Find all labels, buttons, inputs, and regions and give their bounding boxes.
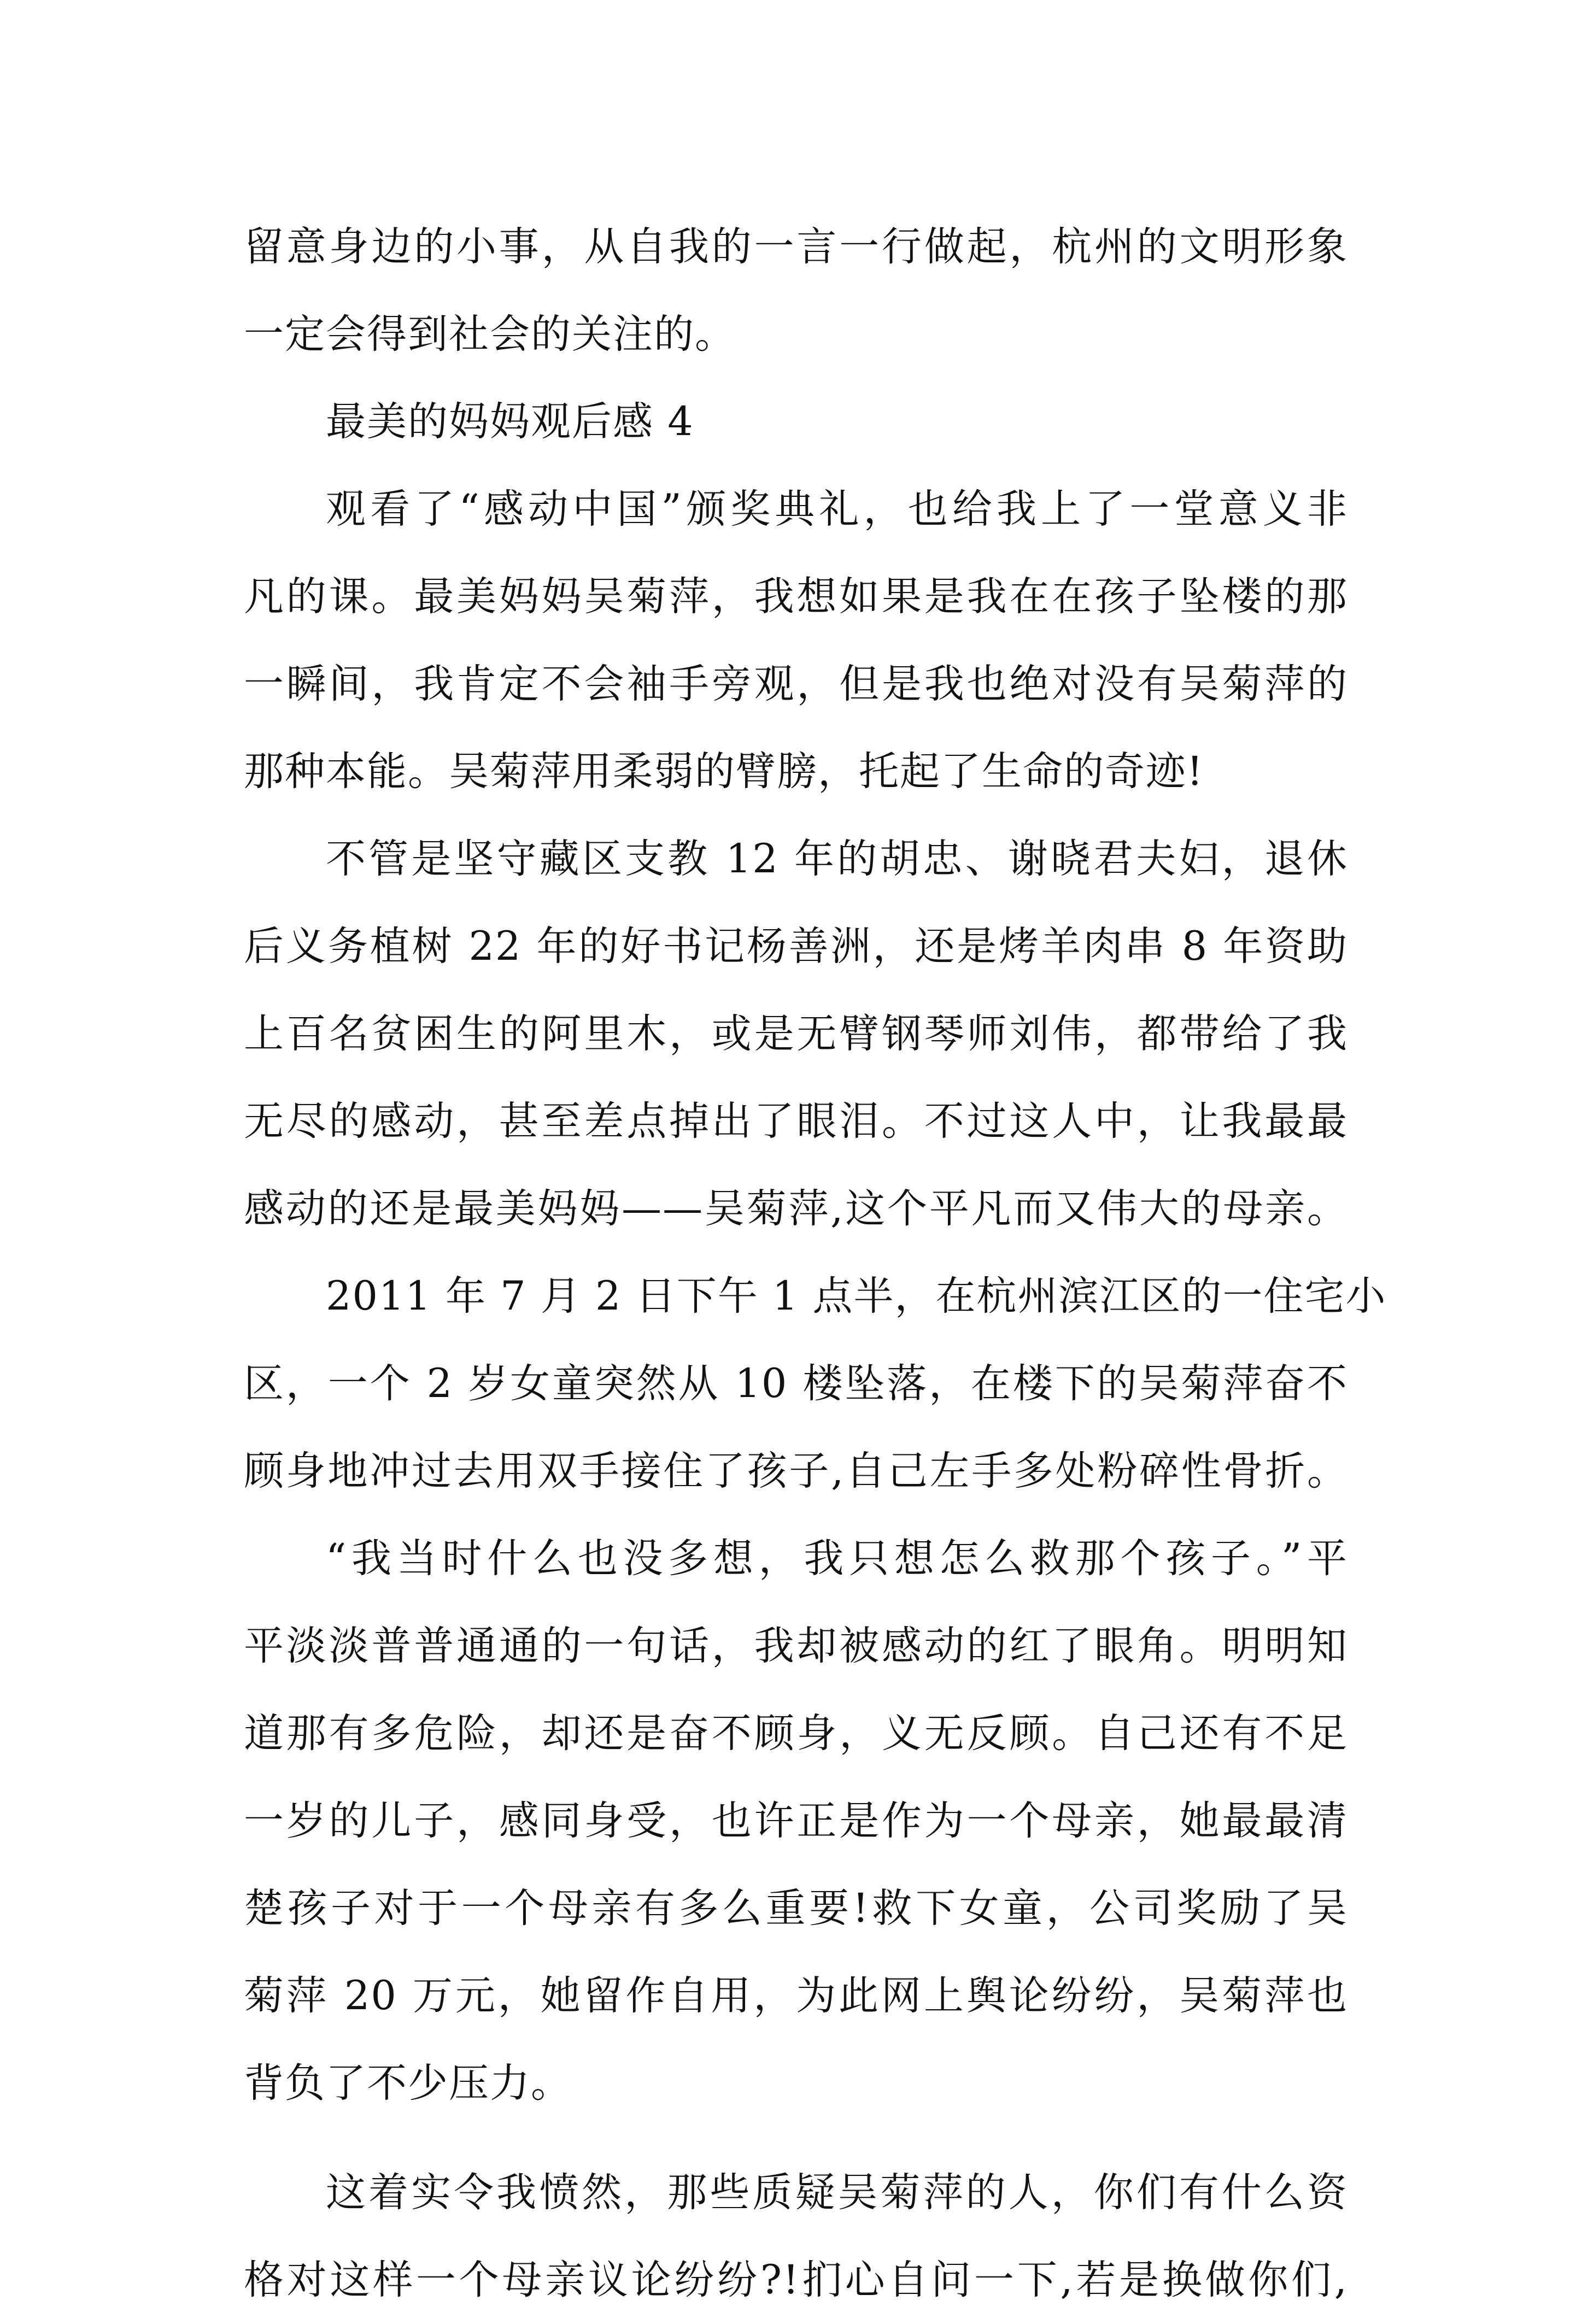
text-line: 菊萍 20 万元，她留作自用，为此网上舆论纷纷，吴菊萍也	[244, 1973, 1348, 2019]
text-line: 留意身边的小事，从自我的一言一行做起，杭州的文明形象	[244, 224, 1348, 270]
text-line: 道那有多危险，却还是奋不顾身，义无反顾。自己还有不足	[244, 1710, 1348, 1757]
text-line: 平淡淡普普通通的一句话，我却被感动的红了眼角。明明知	[244, 1623, 1348, 1669]
text-line: 这着实令我愤然，那些质疑吴菊萍的人，你们有什么资	[326, 2169, 1348, 2216]
text-line: 感动的还是最美妈妈——吴菊萍,这个平凡而又伟大的母亲。	[244, 1186, 1348, 1232]
section-heading: 最美的妈妈观后感 4	[326, 398, 694, 445]
text-line: 一岁的儿子，感同身受，也许正是作为一个母亲，她最最清	[244, 1798, 1348, 1844]
text-line: 一定会得到社会的关注的。	[244, 311, 736, 357]
text-line: 一瞬间，我肯定不会袖手旁观，但是我也绝对没有吴菊萍的	[244, 661, 1348, 707]
text-line: 背负了不少压力。	[244, 2060, 572, 2106]
text-line: 格对这样一个母亲议论纷纷?!扪心自问一下,若是换做你们,	[244, 2257, 1348, 2303]
text-line: “我当时什么也没多想，我只想怎么救那个孩子。”平	[326, 1535, 1348, 1582]
text-line: 2011 年 7 月 2 日下午 1 点半，在杭州滨江区的一住宅小	[326, 1273, 1387, 1319]
text-line: 顾身地冲过去用双手接住了孩子,自己左手多处粉碎性骨折。	[244, 1448, 1348, 1494]
text-line: 观看了“感动中国”颁奖典礼，也给我上了一堂意义非	[326, 486, 1348, 532]
text-line: 后义务植树 22 年的好书记杨善洲，还是烤羊肉串 8 年资助	[244, 923, 1348, 970]
text-line: 不管是坚守藏区支教 12 年的胡忠、谢晓君夫妇，退休	[326, 836, 1348, 882]
text-line: 区，一个 2 岁女童突然从 10 楼坠落，在楼下的吴菊萍奋不	[244, 1360, 1348, 1407]
text-line: 上百名贫困生的阿里木，或是无臂钢琴师刘伟，都带给了我	[244, 1011, 1348, 1057]
text-line: 无尽的感动，甚至差点掉出了眼泪。不过这人中，让我最最	[244, 1098, 1348, 1145]
text-line: 那种本能。吴菊萍用柔弱的臂膀，托起了生命的奇迹!	[244, 748, 1204, 795]
text-line: 楚孩子对于一个母亲有多么重要!救下女童，公司奖励了吴	[244, 1885, 1348, 1932]
text-line: 凡的课。最美妈妈吴菊萍，我想如果是我在在孩子坠楼的那	[244, 573, 1348, 620]
